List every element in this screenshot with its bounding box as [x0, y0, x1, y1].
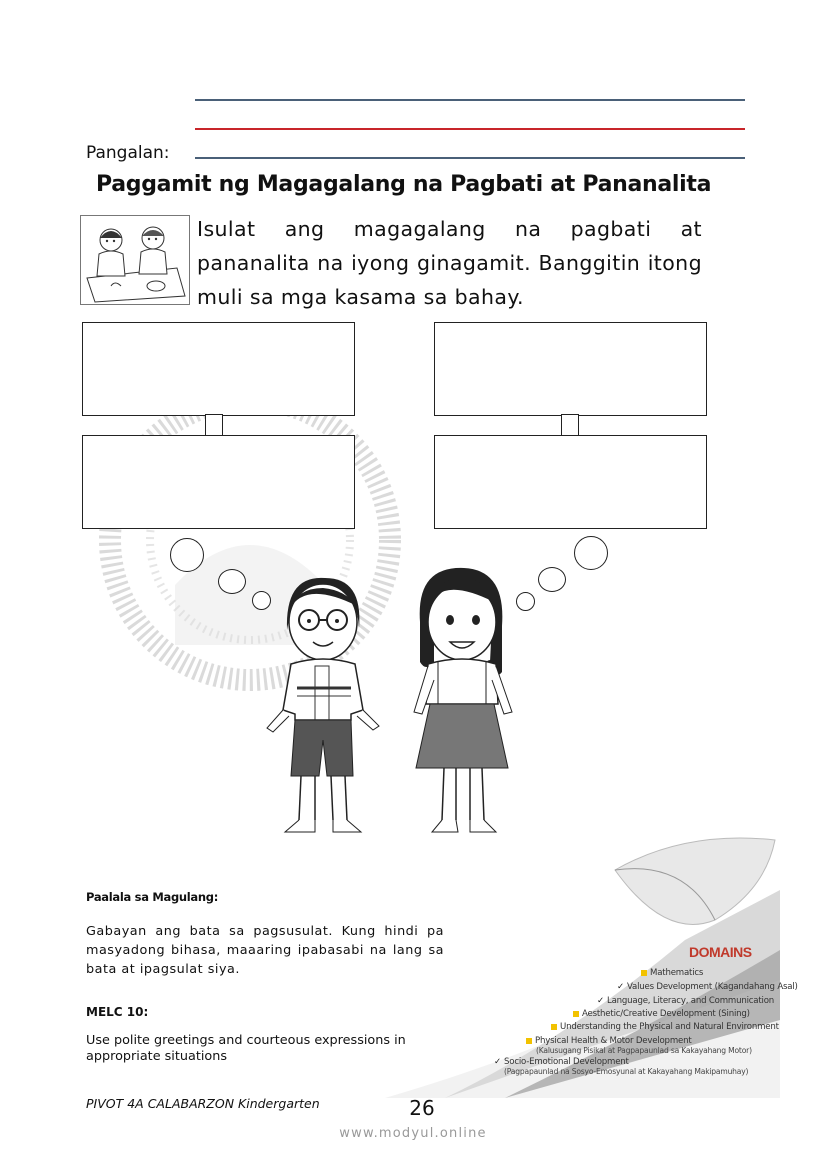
domain-item: Aesthetic/Creative Development (Sining) — [573, 1009, 750, 1019]
thought-bubble — [574, 536, 608, 570]
box-connector — [561, 414, 579, 437]
domain-item: Understanding the Physical and Natural Environment — [551, 1022, 779, 1032]
domain-item: Physical Health & Motor Development (Kalusugang Pisikal at Pagpapaunlad sa Kakayahang Motor) — [526, 1036, 752, 1055]
greeting-box-4[interactable] — [434, 435, 707, 529]
two-children-drawing-icon — [80, 215, 190, 305]
greeting-box-3[interactable] — [434, 322, 707, 416]
page-number: 26 — [409, 1096, 435, 1120]
girl-figure-icon — [398, 562, 528, 840]
top-line — [195, 99, 745, 101]
thought-bubble — [218, 569, 246, 594]
greeting-box-1[interactable] — [82, 322, 355, 416]
parent-note-text: Gabayan ang bata sa pagsusulat. Kung hindi pa masyadong bihasa, maaaring ipabasabi na lang sa bata at ipagsulat siya. — [86, 924, 444, 977]
domains-title: DOMAINS — [689, 944, 752, 960]
website-link[interactable]: www.modyul.online — [339, 1126, 487, 1141]
thought-bubble — [538, 567, 566, 592]
domain-item: ✓ Socio-Emotional Development (Pagpapaunlad na Sosyo-Emosyunal at Kakayahang Makipamuhay) — [494, 1057, 749, 1076]
red-guide-line — [195, 128, 745, 130]
thought-bubble — [170, 538, 204, 572]
domain-item: Mathematics — [641, 968, 703, 978]
boy-figure-icon — [245, 570, 390, 842]
greeting-box-2[interactable] — [82, 435, 355, 529]
instructions-text: Isulat ang magagalang na pagbati at pananalita na iyong ginagamit. Banggitin itong muli sa mga kasama sa bahay. — [197, 217, 702, 309]
parent-note-title: Paalala sa Magulang: — [86, 890, 219, 904]
domain-item: ✓ Language, Literacy, and Communication — [597, 996, 775, 1006]
box-connector — [205, 414, 223, 437]
page-title: Paggamit ng Magagalang na Pagbati at Pananalita — [96, 172, 712, 197]
melc-text: Use polite greetings and courteous expressions in appropriate situations — [86, 1033, 406, 1064]
domain-item: ✓ Values Development (Kagandahang Asal) — [617, 982, 798, 992]
name-label: Pangalan: — [86, 143, 170, 163]
footer-program: PIVOT 4A CALABARZON Kindergarten — [86, 1096, 320, 1111]
name-field[interactable] — [195, 157, 745, 159]
melc-title: MELC 10: — [86, 1005, 149, 1019]
